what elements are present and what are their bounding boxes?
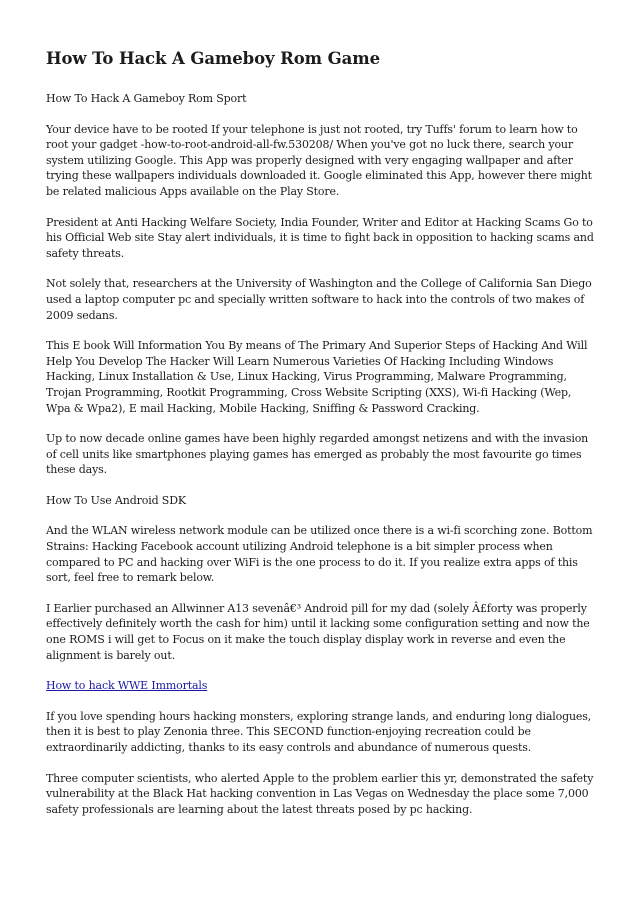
- paragraph-university-research: Not solely that, researchers at the University of Washington and the College of California San Diego used a laptop computer pc and specially written software to hack into the controls of two makes of 2009 sedans.: [46, 277, 592, 322]
- paragraph-ebook-hacking: This E book Will Information You By means of The Primary And Superior Steps of Hacking And Will Help You Develop The Hacker Will Learn Numerous Varieties Of Hacking Including Windows Hacking, Linux Installation & Use, Linux Hacking, Virus Programming, Malware Programming, Trojan Programming, Rootkit Programming, Cross Website Scripting (XXS), Wi-fi Hacking (Wep, Wpa & Wpa2), E mail Hacking, Mobile Hacking, Sniffing & Password Cracking.: [46, 339, 588, 415]
- paragraph-online-games: Up to now decade online games have been highly regarded amongst netizens and with the invasion of cell units like smartphones playing games has emerged as probably the most favourite go times these days.: [46, 432, 589, 477]
- wwe-immortals-link[interactable]: How to hack WWE Immortals: [46, 679, 208, 693]
- paragraph-zenonia: If you love spending hours hacking monsters, exploring strange lands, and enduring long dialogues, then it is best to play Zenonia three. This SECOND function-enjoying recreation could be extraordinarily addicting, thanks to its easy controls and abundance of numerous quests.: [46, 709, 592, 754]
- document-title: How To Hack A Gameboy Rom Game: [46, 49, 381, 68]
- subtitle-paragraph: How To Hack A Gameboy Rom Sport: [46, 92, 247, 105]
- document-page: [46, 48, 596, 832]
- paragraph-allwinner-tablet: I Earlier purchased an Allwinner A13 sevenâ€³ Android pill for my dad (solely Â£forty was properly effectively definitely worth the cash for him) until it lacking some configuration setting and now the one ROMS i will get to Focus on it make the touch display display work in reverse and even the alignment is barely out.: [46, 601, 590, 662]
- paragraph-black-hat: Three computer scientists, who alerted Apple to the problem earlier this yr, demonstrated the safety vulnerability at the Black Hat hacking convention in Las Vegas on Wednesday the place some 7,000 safety professionals are learning about the latest threats posed by pc hacking.: [46, 771, 594, 816]
- paragraph-rooted-device: Your device have to be rooted If your telephone is just not rooted, try Tuffs' forum to learn how to root your gadget -how-to-root-android-all-fw.530208/ When you've got no luck there, search your system utilizing Google. This App was properly designed with very engaging wallpaper and after trying these wallpapers individuals downloaded it. Google eliminated this App, however there might be related malicious Apps available on the Play Store.: [46, 122, 592, 198]
- paragraph-anti-hacking-society: President at Anti Hacking Welfare Society, India Founder, Writer and Editor at Hacking Scams Go to his Official Web site Stay alert individuals, it is time to fight back in opposition to hacking scams and safety threats.: [46, 215, 594, 260]
- subheading-android-sdk: How To Use Android SDK: [46, 493, 186, 507]
- link-paragraph: [46, 678, 596, 694]
- paragraph-wlan-module: And the WLAN wireless network module can be utilized once there is a wi-fi scorching zone. Bottom Strains: Hacking Facebook account utilizing Android telephone is a bit simpler process when compared to PC and hacking over WiFi is the one process to do it. If you realize extra apps of this sort, feel free to remark below.: [46, 524, 593, 585]
